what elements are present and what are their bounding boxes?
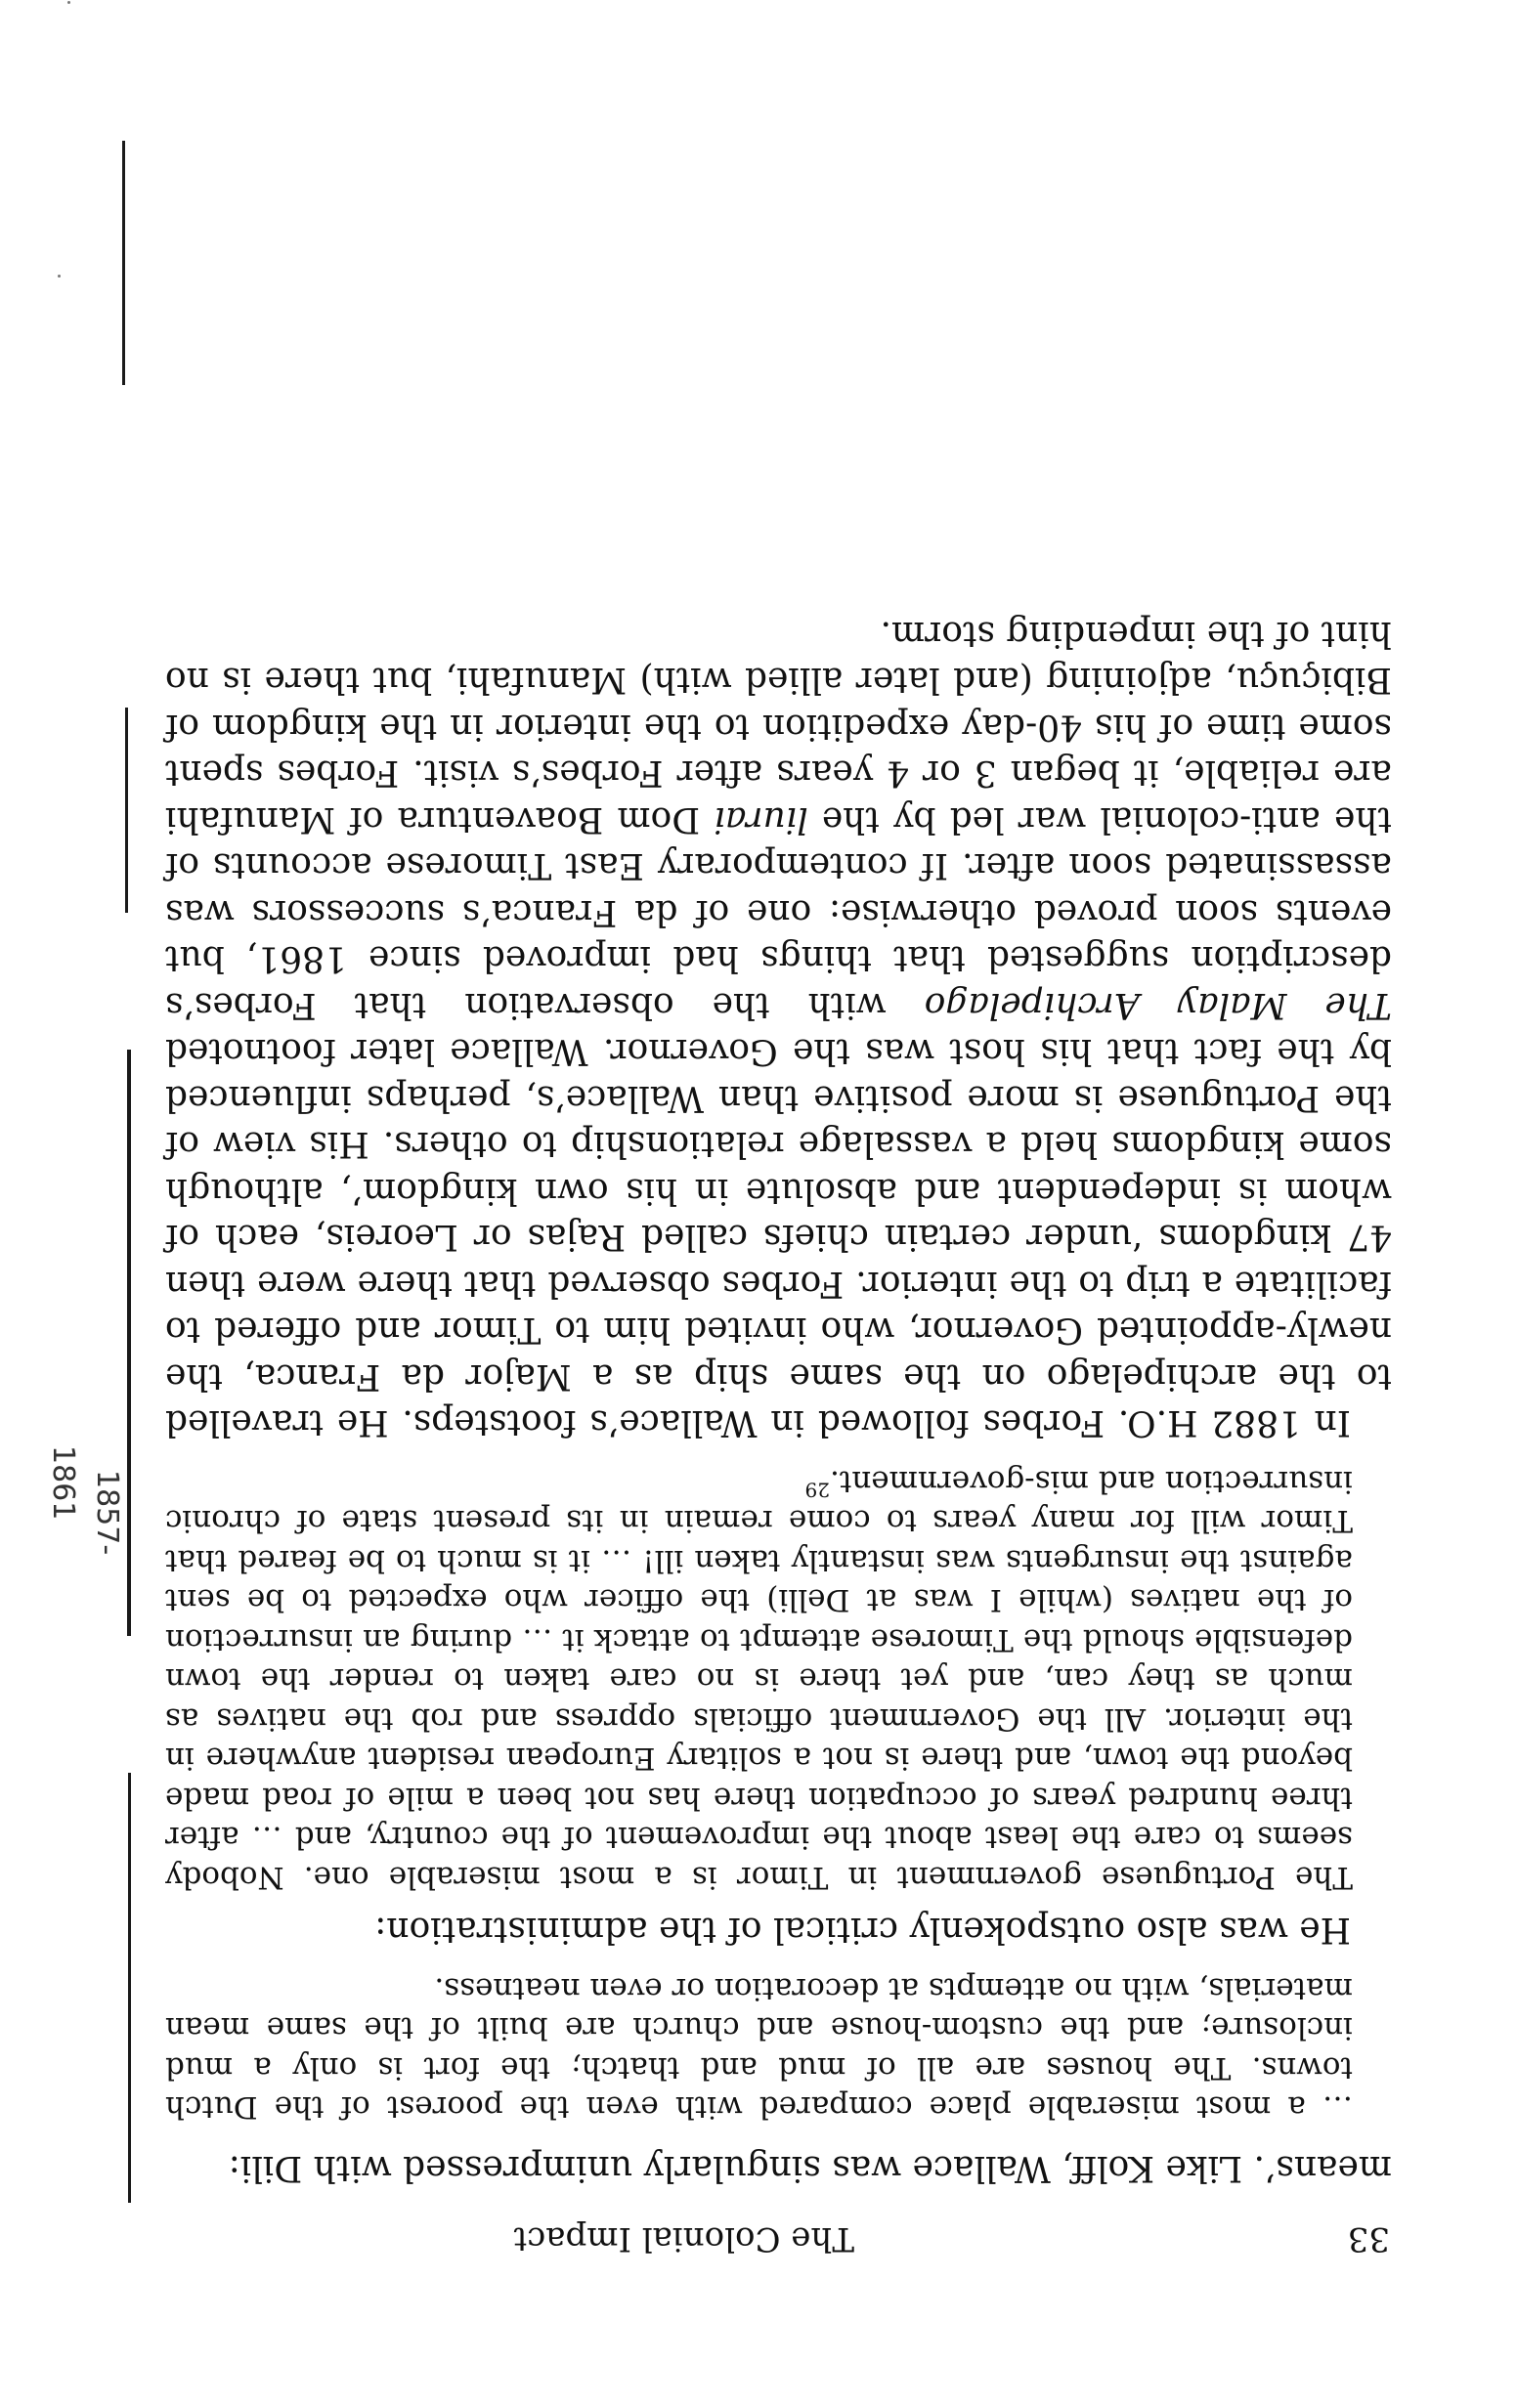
running-title: The Colonial Impact (513, 2219, 854, 2258)
quote-dili: … a most miserable place compared with even the poorest of the Dutch towns. The houses are all of mud and thatch; the fort is only a mud inclosure; and the custom-house and church are built of the same mean materials, with no attempts at decoration or even neatness. (165, 1971, 1353, 2126)
footnote-marker: 29 (804, 1478, 831, 1502)
paragraph-administration: He was also outspokenly critical of the administration: (374, 1910, 1351, 1951)
forbes-text-1: In 1882 H.O. Forbes followed in Wallace’s footsteps. He travelled to the archipelago on the same ship as a Major da Franca, the newly-appointed Governor, who invited him to Timor and offered to facilitate a trip to the interior. Forbes observed that there were then 47 kingdoms ‘under certain chiefs called Rajas or Leoreis, each of whom is independent and absolute in his own kingdom’, although some kingdoms held a vassalage relationship to others. His view of the Portuguese is more positive than Wallace’s, perhaps influenced by the fact that his host was the Governor. Wallace later footnoted (165, 1031, 1392, 1443)
paragraph-intro: means’. Like Kolff, Wallace was singularly unimpressed with Dili: (228, 2148, 1392, 2188)
liurai-term: liurai (714, 799, 808, 839)
scan-speck-2 (67, 1, 70, 4)
margin-line-quote1 (128, 1773, 131, 2066)
margin-line-forbes-1 (125, 708, 128, 913)
margin-line-forbes-2 (122, 141, 125, 385)
quote-government (165, 1462, 1392, 1898)
margin-line-intro (128, 2056, 131, 2203)
scan-speck-1 (58, 275, 61, 278)
forbes-text-2: with the observation that Forbes’s description suggested that things had improved since 1861, but events soon proved otherwise: one of da Franca’s successors was assassinated soon after. If contemporary East Timorese accounts of the anti-colonial war led by the (164, 799, 1392, 1025)
margin-note-1861: 1861 (46, 1445, 80, 1521)
margin-note-1857: 1857- (90, 1470, 124, 1556)
text-block (165, 611, 1392, 2262)
book-title: The Malay Archipelago (924, 985, 1392, 1025)
quote-government-text: The Portuguese government in Timor is a most miserable one. Nobody seems to care the least about the improvement of the country, and … after three hundred years of occupation there has not been a mile of road made beyond the town, and there is not a solitary European resident anywhere in the interior. All the Government officials oppress and rob the natives as much as they can, and yet there is no care taken to render the town defensible should the Timorese attempt to attack it … during an insurrection of the natives (while I was at Delli) the officer who expected to be sent against the insurgents was instantly taken ill! … it is much to be feared that Timor will for many years to come remain in its present state of chronic insurrection and mis-government. (165, 1464, 1353, 1895)
margin-line-quote2 (127, 1050, 131, 1636)
running-header (165, 2203, 1392, 2261)
paragraph-forbes (165, 611, 1392, 1446)
forbes-text-3: Dom Boaventura of Manufahi are reliable, it began 3 or 4 years after Forbes’s visit. Forbes spent some time of his 40-day expedition to the interior in the kingdom of Bibiçuçu, adjoining (and later allied with) Manufahi, but there is no hint of the impending storm. (165, 614, 1392, 839)
page-number: 33 (1347, 2219, 1390, 2258)
